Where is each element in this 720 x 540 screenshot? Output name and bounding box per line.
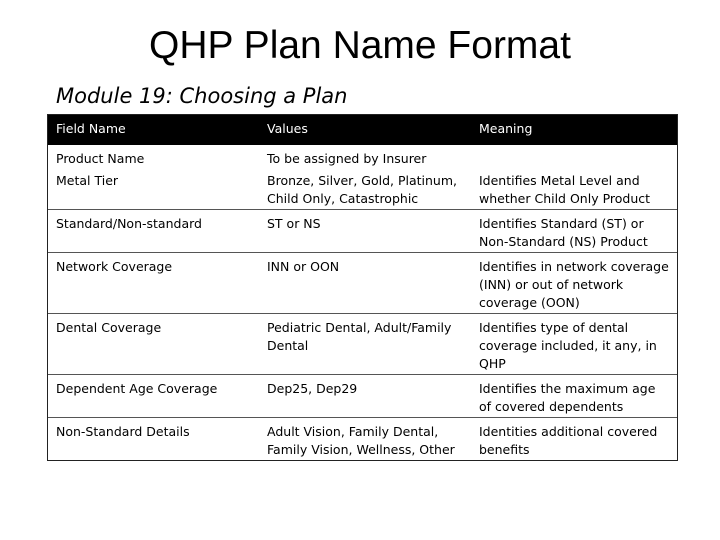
cell-values: Adult Vision, Family Dental, Family Vision, Wellness, Other: [259, 418, 471, 461]
cell-meaning: Identifies Standard (ST) or Non-Standard (NS) Product: [471, 210, 677, 253]
table-row: [48, 210, 677, 253]
table-row: [48, 253, 677, 314]
cell-meaning: Identifies in network coverage (INN) or out of network coverage (OON): [471, 253, 677, 314]
slide-subtitle: Module 19: Choosing a Plan: [56, 84, 348, 108]
cell-meaning: Identifies the maximum age of covered dependents: [471, 375, 677, 418]
cell-values: Bronze, Silver, Gold, Platinum, Child Only, Catastrophic: [267, 173, 457, 206]
cell-field-name: Network Coverage: [48, 253, 259, 314]
table-header-row: [48, 115, 677, 145]
table-row: [48, 314, 677, 375]
cell-field-name: Standard/Non-standard: [48, 210, 259, 253]
cell-values: ST or NS: [259, 210, 471, 253]
cell-values: Pediatric Dental, Adult/Family Dental: [259, 314, 471, 375]
cell-field-name: Product Name: [56, 151, 145, 166]
cell-values: INN or OON: [259, 253, 471, 314]
cell-meaning: [471, 145, 677, 168]
table-row: [48, 375, 677, 418]
table-row: [48, 145, 677, 168]
header-values: Values: [267, 121, 308, 136]
cell-field-name: Metal Tier: [56, 173, 119, 188]
cell-meaning: Identities additional covered benefits: [471, 418, 677, 461]
table-row: [48, 168, 677, 210]
cell-meaning: Identifies Metal Level and whether Child Only Product: [479, 173, 651, 206]
slide-title: QHP Plan Name Format: [149, 24, 571, 67]
plan-name-format-table: [47, 114, 678, 461]
cell-field-name: Dental Coverage: [48, 314, 259, 375]
table-row: [48, 418, 677, 461]
cell-field-name: Dependent Age Coverage: [48, 375, 259, 418]
header-meaning: Meaning: [479, 121, 533, 136]
header-field-name: Field Name: [56, 121, 126, 136]
cell-field-name: Non-Standard Details: [48, 418, 259, 461]
cell-values: Dep25, Dep29: [259, 375, 471, 418]
cell-meaning: Identifies type of dental coverage included, it any, in QHP: [471, 314, 677, 375]
cell-values: To be assigned by Insurer: [267, 151, 427, 166]
